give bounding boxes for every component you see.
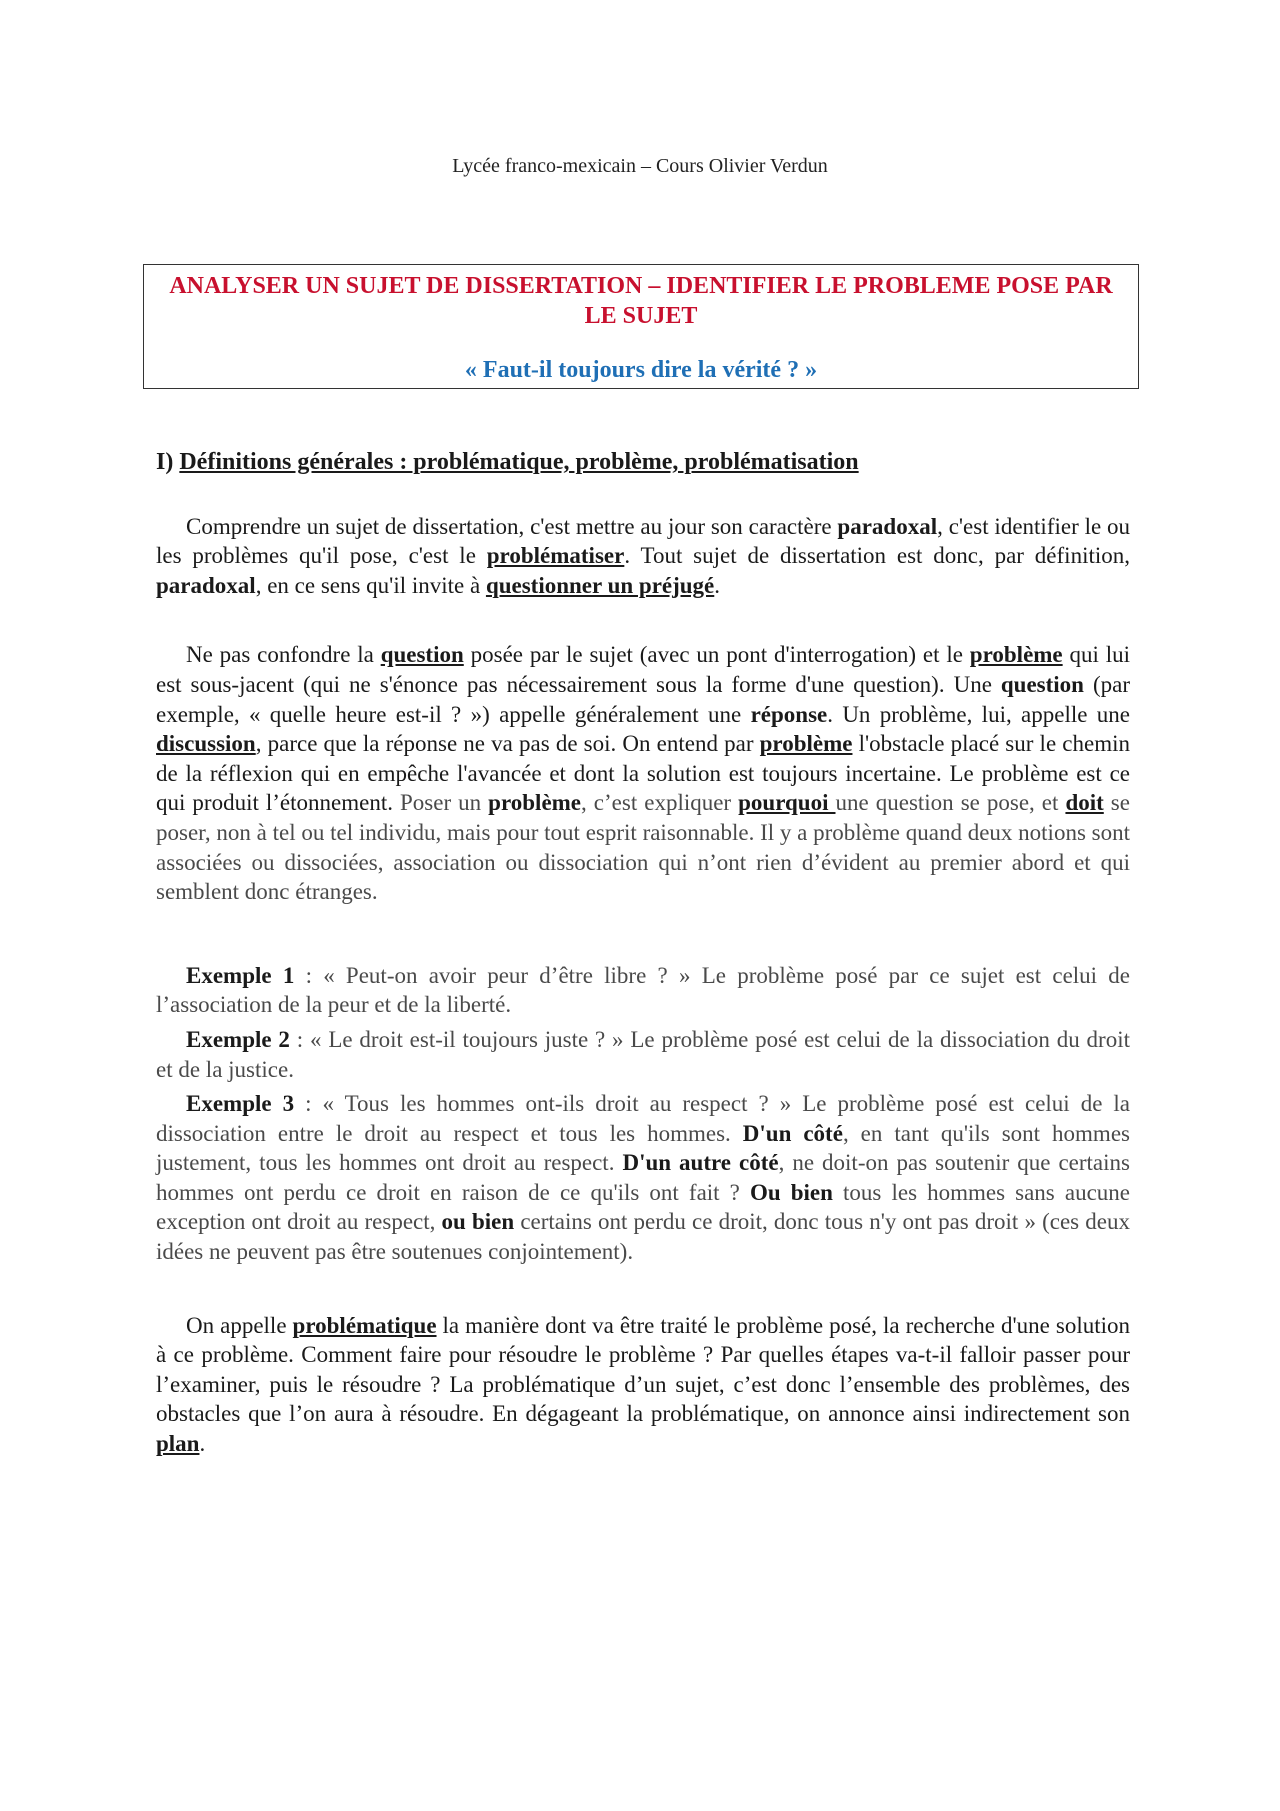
bold-term: paradoxal — [156, 572, 256, 598]
text-run: . — [714, 572, 721, 598]
section-heading-text: Définitions générales : problématique, problème, problématisation — [179, 449, 859, 475]
text-run: . Tout sujet de dissertation est donc, par définition, — [624, 543, 1130, 569]
dissertation-question: « Faut-il toujours dire la vérité ? » — [464, 357, 818, 383]
text-run: , en ce sens qu'il invite à — [255, 572, 486, 598]
text-run: On appelle — [186, 1312, 293, 1338]
text-run: qui lui est sous-jacent (qui ne s'énonce pas nécessairement sous la forme d'une question). Une — [156, 642, 1130, 697]
example-2 — [156, 1025, 1130, 1084]
key-term: problématique — [292, 1312, 437, 1338]
example-3 — [156, 1089, 1130, 1267]
key-term: questionner un préjugé — [485, 572, 715, 598]
key-term: plan — [156, 1431, 200, 1457]
example-label: Exemple 1 — [186, 962, 295, 988]
text-run: une question se pose, et — [835, 790, 1066, 816]
key-term: doit — [1065, 790, 1104, 816]
example-text: : « Peut-on avoir peur d’être libre ? » Le problème posé par ce sujet est celui de l’association de la peur et de la liberté. — [156, 962, 1131, 1018]
key-term: discussion — [156, 731, 256, 757]
text-run: la manière dont va être traité le problème posé, la recherche d'une solution à ce problème. Comment faire pour résoudre le problème ? Par quelles étapes va-t-il falloir passer pour l’examiner, puis le résoudre ? La problématique d’un sujet, c’est donc l’ensemble des problèmes, des obstacles que l’on aura à résoudre. En dégageant la problématique, on annonce ainsi indirectement son — [156, 1312, 1130, 1427]
example-1 — [156, 961, 1130, 1020]
document-title: ANALYSER UN SUJET DE DISSERTATION – IDENTIFIER LE PROBLEME POSE PAR LE SUJET — [169, 273, 1113, 329]
key-term: problématiser — [486, 543, 625, 569]
text-run: , c'est identifier le ou les problèmes qu'il pose, c'est le — [156, 513, 1131, 569]
example-label: Exemple 2 — [186, 1026, 290, 1052]
text-run: certains ont perdu ce droit, donc tous n'y ont pas droit » (ces deux idées ne peuvent pas être soutenues conjointement). — [156, 1209, 1130, 1265]
bold-term: réponse — [750, 701, 828, 727]
title-box — [143, 264, 1139, 389]
key-term: problème — [969, 642, 1063, 668]
text-run: Comprendre un sujet de dissertation, c'est mettre au jour son caractère — [186, 513, 838, 539]
bold-term: D'un côté — [742, 1120, 843, 1146]
text-run: . — [199, 1431, 206, 1457]
section-heading — [156, 448, 1130, 478]
paragraph-2 — [156, 640, 1130, 906]
bold-term: ou bien — [441, 1209, 515, 1235]
page-header: Lycée franco-mexicain – Cours Olivier Verdun — [452, 155, 828, 177]
text-run: posée par le sujet (avec un pont d'interrogation) et le — [463, 642, 970, 668]
text-run: tous les hommes sans aucune exception ont droit au respect, — [156, 1179, 1130, 1235]
section-number: I) — [156, 449, 180, 475]
text-run: l'obstacle placé sur le chemin de la réflexion qui en empêche l'avancée et dont la solution est toujours incertaine. Le problème est ce qui produit l’étonnement. — [156, 731, 1131, 816]
bold-term: question — [1000, 671, 1084, 697]
text-run: Ne pas confondre la — [186, 642, 381, 668]
text-run: : « Tous les hommes ont-ils droit au respect ? » Le problème posé est celui de la dissociation entre le droit au respect et tous les hommes. — [156, 1091, 1130, 1146]
key-term: pourquoi — [738, 790, 836, 816]
paragraph-3 — [156, 1311, 1130, 1459]
text-run: , en tant qu'ils sont hommes justement, tous les hommes ont droit au respect. — [156, 1120, 1130, 1176]
document-body — [156, 448, 1130, 1459]
text-run: (par exemple, « quelle heure est-il ? ») appelle généralement une — [156, 671, 1130, 727]
key-term: problème — [759, 731, 853, 757]
bold-term: problème — [488, 790, 582, 816]
text-run: se poser, non à tel ou tel individu, mais pour tout esprit raisonnable. Il y a problème quand deux notions sont associées ou dissociées, association ou dissociation qui n’ont rien d’évident au premier abord et qui semblent donc étranges. — [156, 790, 1130, 905]
text-run: . Un problème, lui, appelle une — [827, 701, 1130, 727]
bold-term: Ou bien — [749, 1179, 833, 1205]
text-run: , c’est expliquer — [581, 790, 739, 816]
paragraph-1 — [156, 512, 1130, 601]
text-run: , parce que la réponse ne va pas de soi. On entend par — [255, 731, 760, 757]
text-run: Poser un — [400, 790, 489, 816]
bold-term: D'un autre côté — [622, 1150, 779, 1176]
bold-term: paradoxal — [837, 513, 938, 539]
example-label: Exemple 3 — [186, 1091, 295, 1117]
text-run: , ne doit-on pas soutenir que certains hommes ont perdu ce droit en raison de ce qu'ils ont fait ? — [156, 1150, 1130, 1205]
example-text: : « Le droit est-il toujours juste ? » Le problème posé est celui de la dissociation du droit et de la justice. — [156, 1026, 1130, 1082]
key-term: question — [380, 642, 464, 668]
